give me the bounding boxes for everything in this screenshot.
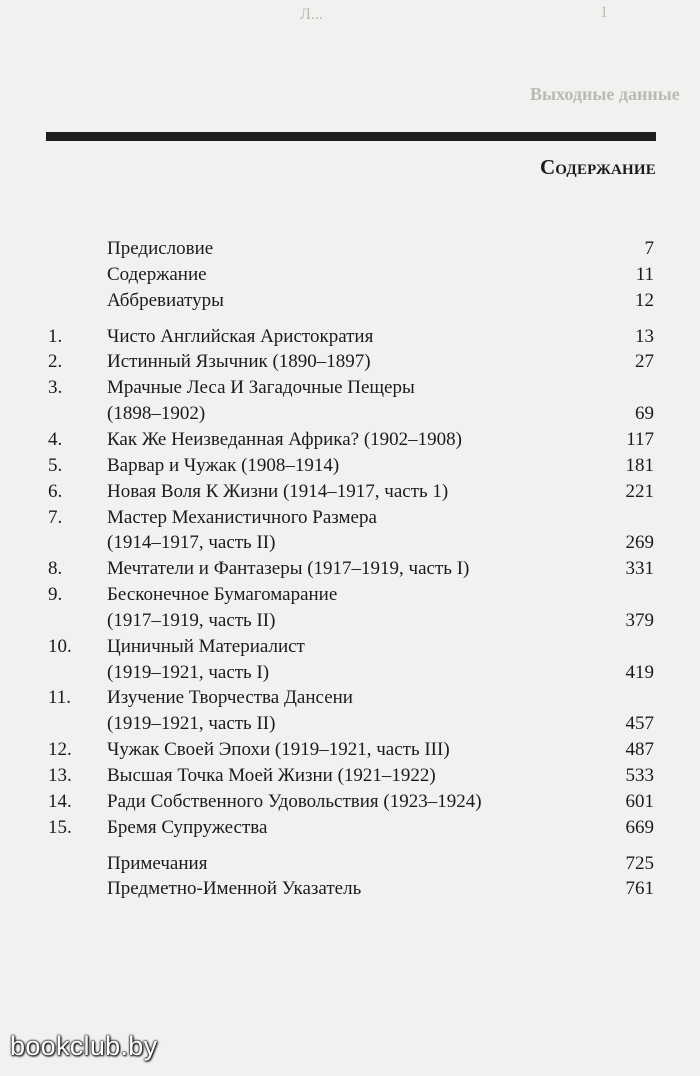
toc-entry	[0, 582, 700, 608]
toc-entry-title: (1914–1917, часть II)	[107, 532, 276, 554]
toc-entry-title: Предисловие	[107, 238, 214, 259]
toc-entry-page: 533	[625, 765, 654, 786]
toc-entry-title: Циничный Материалист	[107, 635, 305, 657]
toc-entry	[0, 685, 700, 711]
toc-entry	[0, 815, 700, 841]
toc-entry-title: Ради Собственного Удовольствия (1923–1924)	[107, 790, 482, 812]
toc-entry-title: (1919–1921, часть II)	[107, 713, 276, 735]
toc-entry-continuation	[0, 401, 700, 427]
toc-entry-title: Как Же Неизведанная Африка? (1902–1908)	[107, 428, 462, 450]
toc-entry-number: 8.	[48, 558, 63, 580]
toc-entry-title: Бесконечное Бумагомарание	[107, 584, 338, 606]
toc-entry-page: 117	[626, 428, 654, 450]
toc-entry-title: (1919–1921, часть I)	[107, 661, 270, 683]
toc-entry-page: 487	[625, 739, 654, 761]
bleed-through-header-right: 1	[600, 4, 608, 21]
toc-entry-page: 181	[625, 454, 654, 476]
toc-entry	[0, 634, 700, 660]
toc-entry	[0, 851, 700, 877]
toc-entry	[0, 236, 700, 262]
toc-entry-title: Примечания	[107, 852, 208, 874]
toc-entry-page: 669	[625, 816, 654, 838]
toc-entry-page: 761	[625, 878, 654, 900]
toc-entry-number: 9.	[48, 584, 63, 606]
toc-entry-page: 331	[625, 558, 654, 580]
toc-entry	[0, 556, 700, 582]
toc-entry-number: 10.	[48, 635, 72, 657]
toc-entry	[0, 876, 700, 902]
toc-entry-page: 27	[635, 351, 654, 373]
toc-entry-page: 11	[635, 263, 654, 285]
toc-entry	[0, 737, 700, 763]
toc-entry-continuation	[0, 530, 700, 556]
toc-entry-title: (1898–1902)	[107, 403, 206, 425]
toc-entry-number: 4.	[48, 428, 63, 450]
toc-entry-number: 5.	[48, 454, 63, 476]
toc-entry-number: 13.	[48, 765, 72, 786]
page-title: Содержание	[539, 155, 656, 179]
toc-entry-page: 725	[625, 852, 654, 874]
toc-entry-title: Предметно-Именной Указатель	[107, 878, 362, 900]
toc-entry-title: Чисто Английская Аристократия	[107, 325, 374, 347]
toc-entry	[0, 427, 700, 453]
toc-entry-number: 14.	[48, 790, 72, 812]
toc-entry	[0, 375, 700, 401]
toc-entry	[0, 288, 700, 314]
toc-entry-title: Содержание	[107, 263, 207, 285]
site-watermark: bookclub.by	[10, 1031, 158, 1061]
toc-entry-title: Мечтатели и Фантазеры (1917–1919, часть I)	[107, 558, 470, 580]
toc-entry-number: 12.	[48, 739, 72, 761]
toc-entry-page: 13	[635, 325, 654, 347]
toc-entry-title: Новая Воля К Жизни (1914–1917, часть 1)	[107, 480, 449, 502]
toc-entry-page: 379	[625, 609, 654, 631]
toc-entry	[0, 453, 700, 479]
toc-entry-page: 269	[625, 532, 654, 554]
toc-entry-number: 7.	[48, 506, 63, 528]
bleed-through-header-left: Л...	[300, 6, 323, 23]
toc-entry	[0, 763, 700, 789]
toc-entry-continuation	[0, 660, 700, 686]
toc-entry-page: 7	[644, 238, 654, 259]
toc-entry-continuation	[0, 711, 700, 737]
toc-entry-title: Бремя Супружества	[107, 816, 268, 838]
toc-entry-page: 12	[635, 289, 654, 311]
toc-entry	[0, 324, 700, 350]
toc-entry-title: Изучение Творчества Дансени	[107, 687, 353, 709]
toc-entry-title: (1917–1919, часть II)	[107, 609, 276, 631]
toc-entry-number: 6.	[48, 480, 63, 502]
toc-entry-title: Высшая Точка Моей Жизни (1921–1922)	[107, 765, 436, 786]
toc-entry-number: 1.	[48, 325, 63, 347]
toc-entry-page: 221	[625, 480, 654, 502]
toc-entry-title: Аббревиатуры	[107, 289, 224, 311]
toc-entry-number: 11.	[48, 687, 72, 709]
toc-entry-page: 419	[625, 661, 654, 683]
toc-entry-title: Истинный Язычник (1890–1897)	[107, 351, 371, 373]
toc-entry-number: 2.	[48, 351, 63, 373]
toc-entry-page: 69	[635, 403, 654, 425]
bleed-through-section-title: Выходные данные	[530, 84, 680, 104]
toc-entry-title: Мрачные Леса И Загадочные Пещеры	[107, 377, 415, 399]
toc-entry	[0, 479, 700, 505]
toc-entry	[0, 789, 700, 815]
toc-entry-title: Варвар и Чужак (1908–1914)	[107, 454, 340, 476]
header-rule	[46, 132, 656, 141]
toc-entry-page: 601	[625, 790, 654, 812]
toc-entry-page: 457	[625, 713, 654, 735]
toc-entry	[0, 349, 700, 375]
toc-entry-number: 3.	[48, 377, 63, 399]
toc-entry	[0, 262, 700, 288]
toc-entry-title: Мастер Механистичного Размера	[107, 506, 377, 528]
toc-entry	[0, 505, 700, 531]
toc-entry-number: 15.	[48, 816, 72, 838]
toc-entry-title: Чужак Своей Эпохи (1919–1921, часть III)	[107, 739, 450, 761]
toc-entry-continuation	[0, 608, 700, 634]
